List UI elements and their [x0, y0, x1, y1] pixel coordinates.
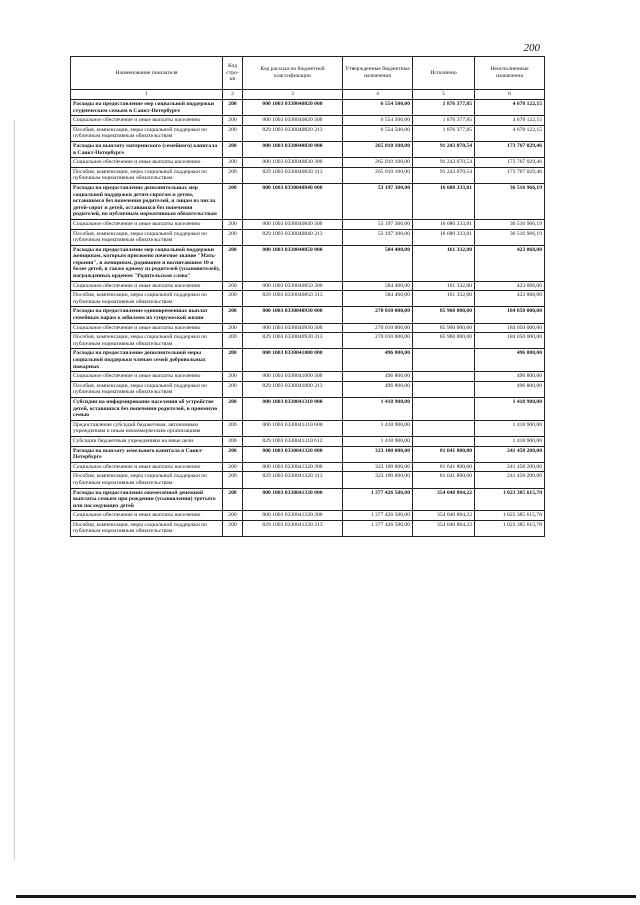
budget-execution-table	[70, 56, 545, 537]
row-line-code-cell: 200	[223, 511, 243, 521]
row-kbk-cell: 000 1003 0330040830 000	[243, 141, 343, 157]
row-name-cell: Расходы на выплату земельного капитала в Санкт-Петербурге	[71, 446, 223, 462]
row-line-code-cell: 200	[223, 183, 243, 219]
column-number: 6	[475, 90, 545, 100]
column-number-row	[71, 90, 545, 100]
row-executed-cell	[413, 397, 475, 420]
row-executed-cell: 1 876 377,85	[413, 125, 475, 141]
row-name-cell: Социальное обеспечение и иные выплаты населению	[71, 511, 223, 521]
row-name-cell: Социальное обеспечение и иные выплаты населению	[71, 219, 223, 229]
table-row	[71, 436, 545, 446]
column-number: 5	[413, 90, 475, 100]
row-name-cell: Социальное обеспечение и иные выплаты населению	[71, 462, 223, 472]
row-unexecuted-cell: 241 458 200,00	[475, 446, 545, 462]
row-kbk-cell: 000 1003 0330040840 300	[243, 219, 343, 229]
table-row	[71, 397, 545, 420]
row-name-cell: Социальное обеспечение и иные выплаты населению	[71, 323, 223, 333]
row-name-cell: Пособия, компенсации, меры социальной поддержки по публичным нормативным обязательствам	[71, 229, 223, 245]
row-unexecuted-cell: 496 800,00	[475, 349, 545, 372]
column-number: 1	[71, 90, 223, 100]
table-row	[71, 183, 545, 219]
row-executed-cell: 85 960 000,00	[413, 307, 475, 323]
row-unexecuted-cell: 1 023 385 615,78	[475, 520, 545, 536]
header-approved: Утвержденные бюджетные назначения	[343, 57, 413, 90]
column-number: 4	[343, 90, 413, 100]
row-kbk-cell: 000 1003 0330041330 300	[243, 511, 343, 521]
row-unexecuted-cell: 4 678 122,15	[475, 116, 545, 126]
row-unexecuted-cell: 1 418 900,00	[475, 436, 545, 446]
table-row	[71, 229, 545, 245]
row-unexecuted-cell: 496 800,00	[475, 381, 545, 397]
page-number: 200	[523, 42, 540, 54]
table-body	[71, 100, 545, 537]
row-name-cell: Социальное обеспечение и иные выплаты населению	[71, 158, 223, 168]
scan-bottom-edge	[16, 895, 636, 898]
row-executed-cell	[413, 436, 475, 446]
row-line-code-cell: 200	[223, 323, 243, 333]
row-unexecuted-cell: 1 418 900,00	[475, 420, 545, 436]
table-row	[71, 333, 545, 349]
header-line-code: Код стро- ки	[223, 57, 243, 90]
row-unexecuted-cell: 173 767 029,46	[475, 167, 545, 183]
row-executed-cell	[413, 420, 475, 436]
row-approved-cell: 6 554 500,00	[343, 116, 413, 126]
row-unexecuted-cell: 36 516 966,19	[475, 229, 545, 245]
table-row	[71, 381, 545, 397]
row-line-code-cell: 200	[223, 446, 243, 462]
row-executed-cell: 354 040 884,22	[413, 511, 475, 521]
row-approved-cell: 6 554 500,00	[343, 100, 413, 116]
row-executed-cell: 161 332,00	[413, 245, 475, 281]
row-kbk-cell: 829 1003 0330040840 313	[243, 229, 343, 245]
row-kbk-cell: 000 1003 0330040930 000	[243, 307, 343, 323]
row-approved-cell: 53 197 300,00	[343, 183, 413, 219]
row-kbk-cell: 000 1003 0330040850 000	[243, 245, 343, 281]
row-executed-cell: 81 641 800,00	[413, 446, 475, 462]
row-kbk-cell: 000 1003 0330040830 300	[243, 158, 343, 168]
row-executed-cell: 354 040 884,22	[413, 520, 475, 536]
row-line-code-cell: 200	[223, 397, 243, 420]
row-name-cell: Расходы на предоставление мер социальной поддержки студенческим семьям в Санкт-Петербурге	[71, 100, 223, 116]
row-approved-cell: 323 100 000,00	[343, 462, 413, 472]
row-kbk-cell: 829 1003 0330040820 313	[243, 125, 343, 141]
row-line-code-cell: 200	[223, 488, 243, 511]
row-kbk-cell: 829 1003 0330041000 313	[243, 381, 343, 397]
row-executed-cell: 91 243 070,54	[413, 167, 475, 183]
row-approved-cell: 1 418 900,00	[343, 397, 413, 420]
row-unexecuted-cell: 36 516 966,19	[475, 183, 545, 219]
row-line-code-cell: 200	[223, 116, 243, 126]
row-line-code-cell: 200	[223, 349, 243, 372]
row-kbk-cell: 829 1003 0330040850 313	[243, 291, 343, 307]
row-approved-cell: 1 377 426 500,00	[343, 520, 413, 536]
row-kbk-cell: 829 1003 0330041330 313	[243, 520, 343, 536]
row-unexecuted-cell: 423 068,00	[475, 281, 545, 291]
row-approved-cell: 1 377 426 500,00	[343, 488, 413, 511]
row-unexecuted-cell: 184 050 000,00	[475, 323, 545, 333]
row-executed-cell: 81 641 800,00	[413, 462, 475, 472]
row-name-cell: Пособия, компенсации, меры социальной поддержки по публичным нормативным обязательствам	[71, 520, 223, 536]
row-executed-cell: 91 243 070,54	[413, 141, 475, 157]
row-name-cell: Расходы на предоставление единовременных выплат семейным парам к юбилеям их супружеской жизни	[71, 307, 223, 323]
row-line-code-cell: 200	[223, 520, 243, 536]
row-executed-cell: 85 960 000,00	[413, 333, 475, 349]
table-row	[71, 323, 545, 333]
table-row	[71, 349, 545, 372]
row-unexecuted-cell: 173 767 029,46	[475, 158, 545, 168]
table-row	[71, 291, 545, 307]
row-unexecuted-cell: 184 050 000,00	[475, 307, 545, 323]
table-row	[71, 167, 545, 183]
row-unexecuted-cell: 4 678 122,15	[475, 100, 545, 116]
table-row	[71, 219, 545, 229]
header-executed: Исполнено	[413, 57, 475, 90]
row-name-cell: Пособия, компенсации, меры социальной поддержки по публичным нормативным обязательствам	[71, 333, 223, 349]
table-row	[71, 245, 545, 281]
row-approved-cell: 584 400,00	[343, 291, 413, 307]
row-name-cell: Расходы на выплату материнского (семейного) капитала в Санкт-Петербурге	[71, 141, 223, 157]
row-name-cell: Социальное обеспечение и иные выплаты населению	[71, 372, 223, 382]
row-approved-cell: 6 554 500,00	[343, 125, 413, 141]
row-approved-cell: 270 010 000,00	[343, 323, 413, 333]
row-unexecuted-cell: 1 023 385 615,78	[475, 488, 545, 511]
row-approved-cell: 265 010 100,00	[343, 141, 413, 157]
row-line-code-cell: 200	[223, 333, 243, 349]
row-unexecuted-cell: 241 458 200,00	[475, 472, 545, 488]
column-number: 2	[223, 90, 243, 100]
row-kbk-cell: 000 1003 0330041310 600	[243, 420, 343, 436]
row-executed-cell: 1 876 377,85	[413, 100, 475, 116]
row-unexecuted-cell: 36 516 966,19	[475, 219, 545, 229]
row-approved-cell: 1 418 900,00	[343, 420, 413, 436]
table-row	[71, 488, 545, 511]
row-kbk-cell: 000 1003 0330041000 300	[243, 372, 343, 382]
row-executed-cell: 16 680 333,81	[413, 229, 475, 245]
table-row	[71, 520, 545, 536]
row-kbk-cell: 829 1003 0330041310 612	[243, 436, 343, 446]
row-approved-cell: 496 800,00	[343, 372, 413, 382]
row-approved-cell: 1 377 426 500,00	[343, 511, 413, 521]
row-approved-cell: 323 100 000,00	[343, 446, 413, 462]
row-approved-cell: 1 418 900,00	[343, 436, 413, 446]
row-unexecuted-cell: 1 023 385 615,78	[475, 511, 545, 521]
row-name-cell: Расходы на предоставление дополнительной меры социальной поддержки членам семей добровольных пожарных	[71, 349, 223, 372]
row-line-code-cell: 200	[223, 372, 243, 382]
row-unexecuted-cell: 184 050 000,00	[475, 333, 545, 349]
row-line-code-cell: 200	[223, 219, 243, 229]
row-line-code-cell: 200	[223, 158, 243, 168]
row-line-code-cell: 200	[223, 167, 243, 183]
row-name-cell: Субсидии на информирование населения об устройстве детей, оставшихся без попечения родителей, в приемную семью	[71, 397, 223, 420]
row-executed-cell: 354 040 884,22	[413, 488, 475, 511]
row-kbk-cell: 000 1003 0330040850 300	[243, 281, 343, 291]
row-approved-cell: 265 010 100,00	[343, 167, 413, 183]
row-name-cell: Пособия, компенсации, меры социальной поддержки по публичным нормативным обязательствам	[71, 381, 223, 397]
row-kbk-cell: 829 1003 0330040830 313	[243, 167, 343, 183]
table-row	[71, 125, 545, 141]
row-line-code-cell: 200	[223, 420, 243, 436]
row-line-code-cell: 200	[223, 381, 243, 397]
table-row	[71, 472, 545, 488]
header-name: Наименование показателя	[71, 57, 223, 90]
row-name-cell: Расходы на предоставление ежемесячной денежной выплаты семьям при рождении (усыновлении) третьего или последующих детей	[71, 488, 223, 511]
row-line-code-cell: 200	[223, 307, 243, 323]
row-unexecuted-cell: 241 458 200,00	[475, 462, 545, 472]
row-line-code-cell: 200	[223, 436, 243, 446]
row-line-code-cell: 200	[223, 462, 243, 472]
row-kbk-cell: 000 1003 0330040820 000	[243, 100, 343, 116]
table-row	[71, 462, 545, 472]
row-approved-cell: 323 100 000,00	[343, 472, 413, 488]
row-name-cell: Пособия, компенсации, меры социальной поддержки по публичным нормативным обязательствам	[71, 125, 223, 141]
row-kbk-cell: 000 1003 0330040840 000	[243, 183, 343, 219]
row-unexecuted-cell: 496 800,00	[475, 372, 545, 382]
row-unexecuted-cell: 4 678 122,15	[475, 125, 545, 141]
row-kbk-cell: 000 1003 0330041320 300	[243, 462, 343, 472]
row-executed-cell	[413, 372, 475, 382]
row-kbk-cell: 000 1003 0330041330 000	[243, 488, 343, 511]
row-name-cell: Субсидии бюджетным учреждениям на иные цели	[71, 436, 223, 446]
row-kbk-cell: 829 1003 0330041320 313	[243, 472, 343, 488]
row-executed-cell: 81 641 800,00	[413, 472, 475, 488]
row-kbk-cell: 000 1003 0330040930 300	[243, 323, 343, 333]
table-row	[71, 420, 545, 436]
row-approved-cell: 265 010 100,00	[343, 158, 413, 168]
row-line-code-cell: 200	[223, 141, 243, 157]
row-name-cell: Расходы на предоставление мер социальной поддержки женщинам, которым присвоено почетное звание "Мать-героиня", и женщинам, родившим и воспитавшим 10 и более детей, в также одному из родителей (усыновителей), награжденных орденом "Родительская слава"	[71, 245, 223, 281]
row-executed-cell	[413, 349, 475, 372]
row-executed-cell: 1 876 377,85	[413, 116, 475, 126]
row-line-code-cell: 200	[223, 245, 243, 281]
row-line-code-cell: 200	[223, 100, 243, 116]
row-approved-cell: 496 800,00	[343, 349, 413, 372]
row-line-code-cell: 200	[223, 472, 243, 488]
row-executed-cell: 85 960 000,00	[413, 323, 475, 333]
row-name-cell: Пособия, компенсации, меры социальной поддержки по публичным нормативным обязательствам	[71, 472, 223, 488]
table-row	[71, 307, 545, 323]
table-row	[71, 372, 545, 382]
row-approved-cell: 496 800,00	[343, 381, 413, 397]
row-name-cell: Пособия, компенсации, меры социальной поддержки по публичным нормативным обязательствам	[71, 167, 223, 183]
row-unexecuted-cell: 423 068,00	[475, 245, 545, 281]
row-line-code-cell: 200	[223, 229, 243, 245]
row-executed-cell: 16 680 333,81	[413, 183, 475, 219]
row-approved-cell: 53 197 300,00	[343, 219, 413, 229]
row-executed-cell: 16 680 333,81	[413, 219, 475, 229]
row-name-cell: Социальное обеспечение и иные выплаты населению	[71, 281, 223, 291]
row-approved-cell: 270 010 000,00	[343, 307, 413, 323]
table-row	[71, 116, 545, 126]
header-unexecuted: Неисполненные назначения	[475, 57, 545, 90]
row-unexecuted-cell: 1 418 900,00	[475, 397, 545, 420]
row-kbk-cell: 000 1003 0330041310 000	[243, 397, 343, 420]
row-approved-cell: 584 400,00	[343, 245, 413, 281]
row-unexecuted-cell: 423 068,00	[475, 291, 545, 307]
row-kbk-cell: 000 1003 0330041320 000	[243, 446, 343, 462]
row-executed-cell: 91 243 070,54	[413, 158, 475, 168]
row-line-code-cell: 200	[223, 291, 243, 307]
row-unexecuted-cell: 173 767 029,46	[475, 141, 545, 157]
table-row	[71, 511, 545, 521]
column-number: 3	[243, 90, 343, 100]
scan-margin-line	[14, 120, 15, 860]
row-line-code-cell: 200	[223, 281, 243, 291]
row-approved-cell: 584 400,00	[343, 281, 413, 291]
table-header-row	[71, 57, 545, 90]
table-row	[71, 158, 545, 168]
row-kbk-cell: 000 1003 0330041000 000	[243, 349, 343, 372]
row-kbk-cell: 000 1003 0330040820 300	[243, 116, 343, 126]
table-row	[71, 141, 545, 157]
row-line-code-cell: 200	[223, 125, 243, 141]
row-executed-cell: 161 332,00	[413, 281, 475, 291]
header-kbk: Код расхода по бюджетной классификации	[243, 57, 343, 90]
row-kbk-cell: 829 1003 0330040930 313	[243, 333, 343, 349]
row-approved-cell: 53 197 300,00	[343, 229, 413, 245]
row-name-cell: Пособия, компенсации, меры социальной поддержки по публичным нормативным обязательствам	[71, 291, 223, 307]
row-name-cell: Социальное обеспечение и иные выплаты населению	[71, 116, 223, 126]
row-executed-cell	[413, 381, 475, 397]
table-row	[71, 446, 545, 462]
row-approved-cell: 270 010 000,00	[343, 333, 413, 349]
row-name-cell: Расходы на предоставление дополнительных мер социальной поддержки детям-сиротам и детям, оставшимся без попечения родителей, и лицам из числа детей-сирот и детей, оставшихся без попечения родителей, по публичным нормативным обязательствам	[71, 183, 223, 219]
table-row	[71, 100, 545, 116]
row-name-cell: Предоставление субсидий бюджетным, автономным учреждениям и иным некоммерческим организациям	[71, 420, 223, 436]
table-row	[71, 281, 545, 291]
row-executed-cell: 161 332,00	[413, 291, 475, 307]
